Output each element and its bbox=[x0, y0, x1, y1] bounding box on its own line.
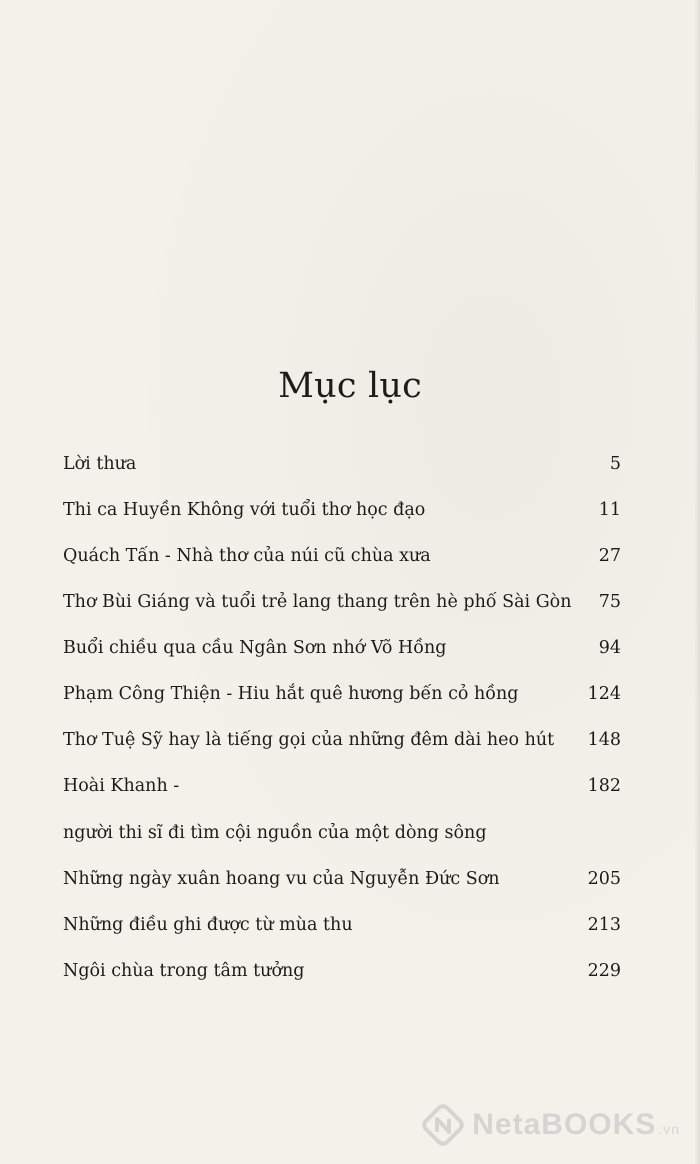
toc-entry-title-line2: người thi sĩ đi tìm cội nguồn của một dòng sông bbox=[63, 823, 487, 843]
toc-entry-title-block bbox=[63, 769, 487, 851]
toc-entry-page: 148 bbox=[587, 730, 621, 750]
toc-entry-page: 27 bbox=[598, 546, 621, 566]
toc-entry-page: 124 bbox=[587, 684, 621, 704]
toc-entry-title-line1: Hoài Khanh - bbox=[63, 776, 180, 796]
toc-entry-title: Thi ca Huyền Không với tuổi thơ học đạo bbox=[63, 500, 426, 520]
toc-entry-page: 11 bbox=[598, 500, 621, 520]
toc-entry-title: Thơ Bùi Giáng và tuổi trẻ lang thang trên hè phố Sài Gòn bbox=[63, 592, 572, 612]
toc-entry-title: Lời thưa bbox=[63, 454, 137, 474]
watermark-brand-suffix: .vn bbox=[658, 1121, 680, 1137]
toc-entry bbox=[63, 677, 621, 712]
toc-entry-title: Những điều ghi được từ mùa thu bbox=[63, 915, 353, 935]
toc-entry bbox=[63, 908, 621, 943]
toc-entry-title: Thơ Tuệ Sỹ hay là tiếng gọi của những đêm dài heo hút bbox=[63, 730, 555, 750]
toc-entry bbox=[63, 954, 621, 989]
toc-entry-title: Những ngày xuân hoang vu của Nguyễn Đức Sơn bbox=[63, 869, 500, 889]
toc-entry-page: 75 bbox=[598, 592, 621, 612]
table-of-contents bbox=[63, 447, 621, 1000]
toc-entry bbox=[63, 539, 621, 574]
toc-entry-title: Buổi chiều qua cầu Ngân Sơn nhớ Võ Hồng bbox=[63, 638, 447, 658]
toc-entry-title: Quách Tấn - Nhà thơ của núi cũ chùa xưa bbox=[63, 546, 431, 566]
toc-entry-page: 94 bbox=[598, 638, 621, 658]
toc-entry-page: 205 bbox=[587, 869, 621, 889]
toc-entry-page: 5 bbox=[609, 454, 621, 474]
netabooks-watermark bbox=[422, 1104, 680, 1146]
watermark-brand bbox=[472, 1108, 680, 1142]
toc-title: Mục lục bbox=[278, 366, 422, 407]
netabooks-logo-icon bbox=[422, 1104, 464, 1146]
toc-entry bbox=[63, 447, 621, 482]
toc-entry-title: Phạm Công Thiện - Hiu hắt quê hương bến cỏ hồng bbox=[63, 684, 519, 704]
toc-entry-page: 229 bbox=[587, 961, 621, 981]
toc-entry-page: 182 bbox=[587, 776, 621, 796]
toc-entry bbox=[63, 585, 621, 620]
page-edge-shadow bbox=[694, 0, 700, 1164]
toc-entry bbox=[63, 631, 621, 666]
toc-entry bbox=[63, 862, 621, 897]
toc-entry-page: 213 bbox=[587, 915, 621, 935]
watermark-brand-name: NetaBOOKS bbox=[472, 1108, 657, 1141]
toc-entry bbox=[63, 493, 621, 528]
toc-entry bbox=[63, 769, 621, 851]
toc-entry-title: Ngôi chùa trong tâm tưởng bbox=[63, 961, 305, 981]
toc-entry bbox=[63, 723, 621, 758]
